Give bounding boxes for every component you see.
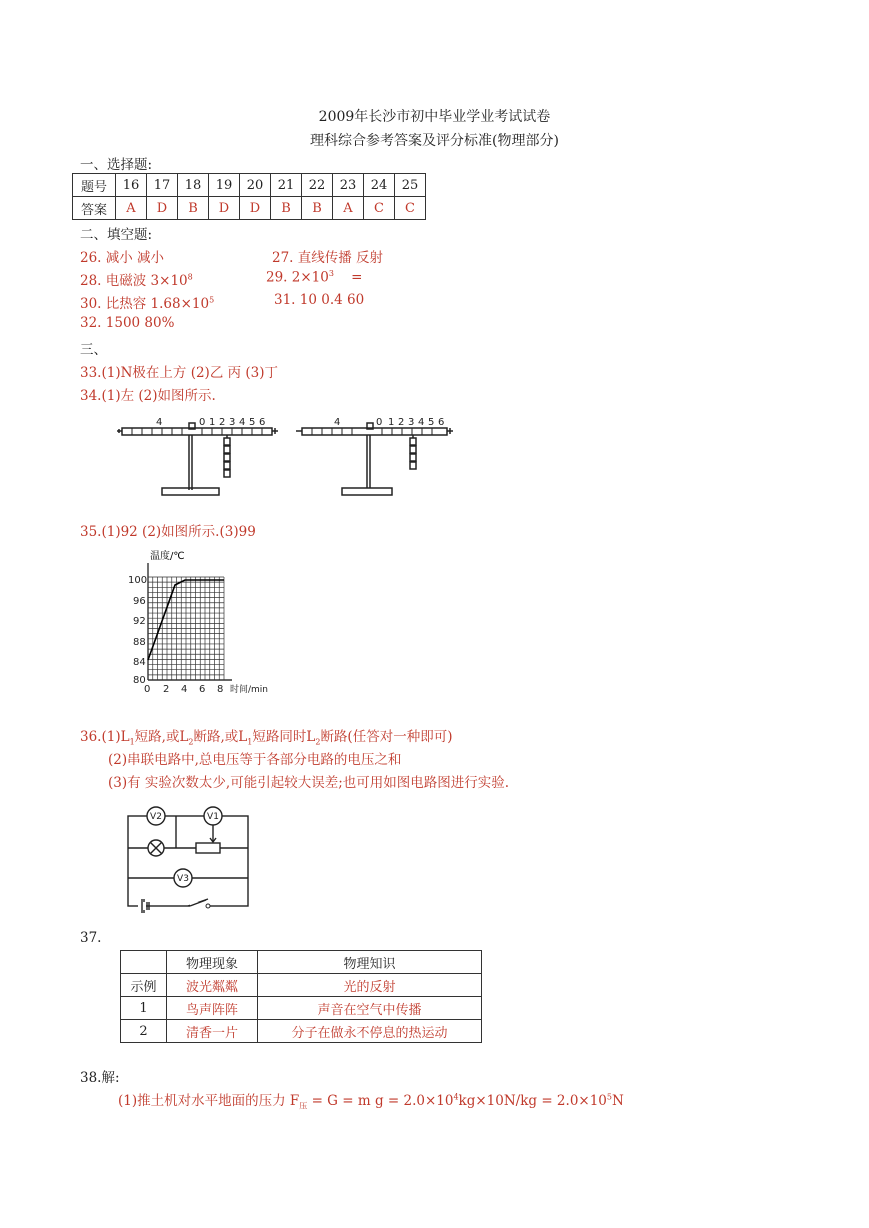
svg-text:2: 2 <box>398 417 405 428</box>
svg-text:6: 6 <box>259 417 266 428</box>
answer-38-1: (1)推土机对水平地面的压力 $F_压 = G = m$ $g = 2.0\times 10^4kg\times 10N/kg = 2.0\times 10^5N$ <box>118 1092 624 1111</box>
header-phenomenon: 物理现象 <box>167 951 258 974</box>
answer-34: 34.(1)左 (2)如图所示. <box>80 388 216 404</box>
question-number: 18 <box>178 174 209 197</box>
answer-30: 30. 比热容 $1.68\times 10^5$ <box>80 295 215 312</box>
svg-text:4: 4 <box>418 417 425 428</box>
x-tick: 6 <box>199 684 206 695</box>
table-row: 1 鸟声阵阵 声音在空气中传播 <box>121 997 482 1020</box>
answer-27: 27. 直线传播 反射 <box>272 250 384 266</box>
header-knowledge: 物理知识 <box>258 951 482 974</box>
table-row <box>73 197 426 220</box>
svg-text:0: 0 <box>199 417 206 428</box>
y-tick: 84 <box>133 657 146 668</box>
answer-cell: A <box>116 197 147 220</box>
voltmeter-v1-label: V1 <box>207 812 219 822</box>
row-label-answer: 答案 <box>73 197 116 220</box>
lever-balance-figure <box>112 410 462 505</box>
y-tick: 92 <box>133 616 146 627</box>
question-number: 23 <box>333 174 364 197</box>
x-tick: 2 <box>163 684 170 695</box>
section3-heading: 三、 <box>80 342 107 358</box>
answer-35: 35.(1)92 (2)如图所示.(3)99 <box>80 524 256 540</box>
table-row <box>121 951 482 974</box>
answer-28: 28. 电磁波 $3\times 10^8$ <box>80 272 193 289</box>
answer-cell: D <box>209 197 240 220</box>
answer-36-1: $36.(1)L_1$短路,或$L_2$断路,或$L_1$短路同时$L_2$断路(任答对一种即可) <box>80 729 453 747</box>
x-tick: 0 <box>144 684 151 695</box>
q37-label: 37. <box>80 930 102 946</box>
answer-cell: A <box>333 197 364 220</box>
svg-text:4: 4 <box>239 417 246 428</box>
answer-cell: B <box>271 197 302 220</box>
answer-table <box>72 173 426 220</box>
svg-text:5: 5 <box>249 417 256 428</box>
answer-32: 32. 1500 80% <box>80 315 175 331</box>
voltmeter-v2-label: V2 <box>150 812 162 822</box>
question-number: 22 <box>302 174 333 197</box>
y-tick: 96 <box>133 596 146 607</box>
answer-36-3: (3)有 实验次数太少,可能引起较大误差;也可用如图电路图进行实验. <box>108 775 510 791</box>
answer-36-2: (2)串联电路中,总电压等于各部分电路的电压之和 <box>108 752 402 768</box>
q38-label: 38.解: <box>80 1070 120 1086</box>
answer-cell: C <box>395 197 426 220</box>
section2-heading: 二、填空题: <box>80 227 153 243</box>
svg-text:5: 5 <box>428 417 435 428</box>
question-number: 20 <box>240 174 271 197</box>
exam-subtitle: 理科综合参考答案及评分标准(物理部分) <box>310 133 559 149</box>
y-tick: 80 <box>133 675 146 686</box>
svg-text:0: 0 <box>376 417 383 428</box>
row-label-number: 题号 <box>73 174 116 197</box>
answer-cell: D <box>240 197 271 220</box>
x-tick: 4 <box>181 684 188 695</box>
question-number: 19 <box>209 174 240 197</box>
circuit-diagram <box>118 798 263 916</box>
exam-title: 2009年长沙市初中毕业学业考试试卷 <box>318 109 551 125</box>
question-number: 25 <box>395 174 426 197</box>
chart-ylabel: 温度/℃ <box>150 551 185 562</box>
svg-text:3: 3 <box>408 417 415 428</box>
question-number: 17 <box>147 174 178 197</box>
y-tick: 88 <box>133 637 146 648</box>
chart-xlabel: 时间/min <box>230 685 269 695</box>
table-row: 2 清香一片 分子在做永不停息的热运动 <box>121 1020 482 1043</box>
x-tick: 8 <box>217 684 224 695</box>
svg-text:1: 1 <box>209 417 216 428</box>
phenomenon-table <box>120 950 482 1043</box>
question-number: 16 <box>116 174 147 197</box>
answer-29: 29. $2\times 10^3$ = <box>266 269 363 286</box>
svg-text:1: 1 <box>388 417 395 428</box>
scale-left-label: 4 <box>156 417 163 428</box>
answer-33: 33.(1)N极在上方 (2)乙 丙 (3)丁 <box>80 365 279 381</box>
section1-heading: 一、选择题: <box>80 157 153 173</box>
svg-text:3: 3 <box>229 417 236 428</box>
y-tick: 100 <box>128 575 148 586</box>
table-row <box>73 174 426 197</box>
table-row: 示例 波光粼粼 光的反射 <box>121 974 482 997</box>
question-number: 21 <box>271 174 302 197</box>
svg-text:4: 4 <box>334 417 341 428</box>
answer-cell: D <box>147 197 178 220</box>
answer-cell: B <box>302 197 333 220</box>
svg-text:2: 2 <box>219 417 226 428</box>
answer-26: 26. 减小 减小 <box>80 250 165 266</box>
answer-31: 31. 10 0.4 60 <box>274 292 365 308</box>
answer-cell: C <box>364 197 395 220</box>
svg-text:6: 6 <box>438 417 445 428</box>
voltmeter-v3-label: V3 <box>177 874 189 884</box>
answer-cell: B <box>178 197 209 220</box>
question-number: 24 <box>364 174 395 197</box>
temperature-chart <box>120 545 290 697</box>
